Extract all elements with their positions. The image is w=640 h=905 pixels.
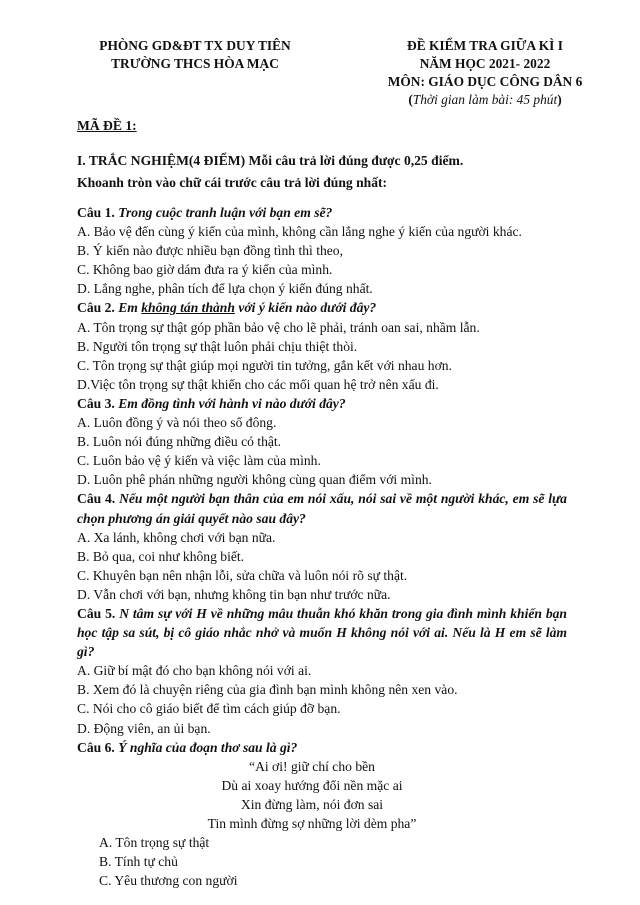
- question-3: [77, 394, 567, 413]
- option: A. Xa lánh, không chơi với bạn nữa.: [77, 529, 276, 545]
- section-1-title: I. TRẮC NGHIỆM(4 ĐIỂM) Mỗi câu trả lời đúng được 0,25 điểm.: [77, 153, 464, 168]
- question-number: Câu 3.: [77, 395, 115, 411]
- subject: MÔN: GIÁO DỤC CÔNG DÂN 6: [387, 74, 583, 89]
- option: C. Khuyên bạn nên nhận lỗi, sửa chữa và luôn nói rõ sự thật.: [77, 567, 408, 583]
- option: B. Ý kiến nào được nhiều bạn đồng tình thì theo,: [77, 243, 344, 259]
- question-number: Câu 6.: [77, 739, 115, 755]
- time-limit: (Thời gian làm bài: 45 phút): [408, 92, 562, 107]
- poem: [77, 757, 547, 833]
- underlined-phrase: không tán thành: [141, 300, 235, 316]
- option: A. Tôn trọng sự thật: [99, 835, 210, 851]
- option: B. Tính tự chủ: [99, 854, 178, 870]
- question-2: [77, 298, 567, 317]
- school-year: NĂM HỌC 2021- 2022: [419, 56, 551, 71]
- question-text: Em đồng tình với hành vi nào dưới đây?: [118, 395, 346, 411]
- option: D. Động viên, an ủi bạn.: [77, 720, 211, 736]
- section-1-instruction: Khoanh tròn vào chữ cái trước câu trả lời đúng nhất:: [77, 175, 388, 190]
- school-info: [70, 37, 320, 73]
- option: B. Luôn nói đúng những điều có thật.: [77, 434, 282, 450]
- question-4: [77, 489, 567, 527]
- option: A. Bảo vệ đến cùng ý kiến của mình, không cần lắng nghe ý kiến của người khác.: [77, 224, 522, 240]
- option: C. Nói cho cô giáo biết để tìm cách giúp đỡ bạn.: [77, 701, 341, 717]
- question-number: Câu 5.: [77, 605, 116, 621]
- section-1-heading: [77, 150, 577, 194]
- option: C. Không bao giờ dám đưa ra ý kiến của mình.: [77, 262, 333, 278]
- option: A. Giữ bí mật đó cho bạn không nói với ai.: [77, 663, 312, 679]
- option: A. Luôn đồng ý và nói theo số đông.: [77, 415, 277, 431]
- option: C. Tôn trọng sự thật giúp mọi người tin tưởng, gắn kết với nhau hơn.: [77, 357, 452, 373]
- option: A. Tôn trọng sự thật góp phần bảo vệ cho lẽ phải, tránh oan sai, nhầm lẫn.: [77, 319, 480, 335]
- school-name: TRƯỜNG THCS HÒA MẠC: [111, 56, 279, 71]
- document-header: [0, 37, 640, 117]
- option: C. Luôn bảo vệ ý kiến và việc làm của mình.: [77, 453, 321, 469]
- question-text: Nếu một người bạn thân của em nói xấu, nói sai về một người khác, em sẽ lựa chọn phương án giải quyết nào sau đây?: [77, 491, 567, 526]
- poem-line: Tin mình đừng sợ những lời dèm pha”: [207, 816, 417, 831]
- option: D.Việc tôn trọng sự thật khiến cho các mối quan hệ trở nên xấu đi.: [77, 376, 439, 392]
- poem-line: “Ai ơi! giữ chí cho bền: [249, 758, 375, 774]
- poem-line: Xin đừng làm, nói đơn sai: [240, 796, 384, 812]
- question-text: Em không tán thành với ý kiến nào dưới đây?: [118, 300, 377, 316]
- question-text: N tâm sự với H về những mâu thuẫn khó khăn trong gia đình mình khiến bạn học tập sa sút, bị cô giáo nhắc nhở và muốn H không nói với ai. Nếu là H em sẽ làm gì?: [77, 605, 567, 660]
- poem-line: Dù ai xoay hướng đổi nền mặc ai: [221, 777, 403, 793]
- question-number: Câu 4.: [77, 491, 116, 507]
- question-number: Câu 1.: [77, 205, 115, 220]
- option: D. Lắng nghe, phân tích để lựa chọn ý kiến đúng nhất.: [77, 281, 373, 297]
- option: D. Luôn phê phán những người không cùng quan điểm với mình.: [77, 472, 432, 488]
- option: B. Xem đó là chuyện riêng của gia đình bạn mình không nên xen vào.: [77, 682, 458, 698]
- option: D. Vẫn chơi với bạn, nhưng không tin bạn như trước nữa.: [77, 586, 391, 602]
- question-text: Trong cuộc tranh luận với bạn em sẽ?: [118, 205, 333, 220]
- exam-code: MÃ ĐỀ 1:: [77, 118, 137, 133]
- exam-info: [350, 37, 620, 109]
- option: B. Người tôn trọng sự thật luôn phải chịu thiệt thòi.: [77, 338, 358, 354]
- option: C. Yêu thương con người: [99, 873, 238, 889]
- question-1: [77, 203, 567, 222]
- question-6: [77, 738, 567, 757]
- question-number: Câu 2.: [77, 300, 115, 316]
- question-list: [77, 203, 567, 890]
- option: B. Bỏ qua, coi như không biết.: [77, 548, 245, 564]
- exam-title: ĐỀ KIỂM TRA GIỮA KÌ I: [407, 38, 563, 53]
- department-name: PHÒNG GD&ĐT TX DUY TIÊN: [99, 38, 291, 53]
- question-5: [77, 604, 567, 661]
- question-text: Ý nghĩa của đoạn thơ sau là gì?: [118, 739, 298, 755]
